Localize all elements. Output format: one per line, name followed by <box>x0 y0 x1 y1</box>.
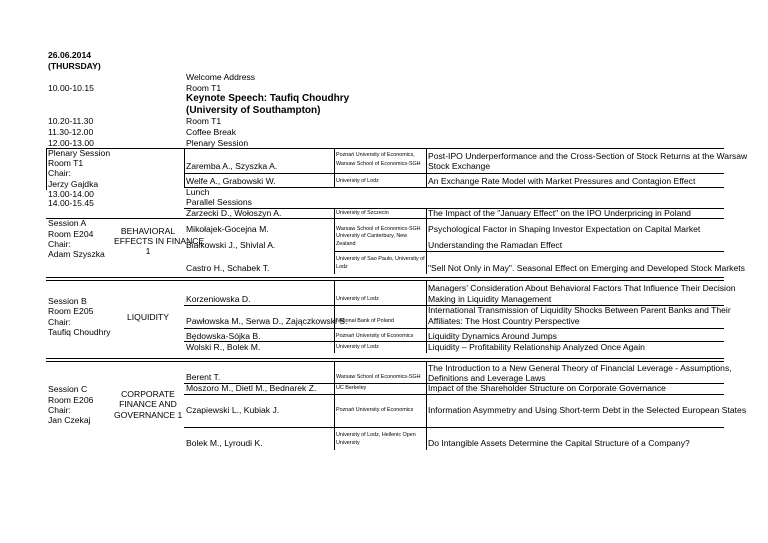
paper-authors: Bolek M., Lyroudi K. <box>186 438 263 448</box>
row-divider <box>46 148 724 149</box>
paper-affiliation: University of Szczecin <box>336 210 389 216</box>
paper-affiliation: UC Berkeley <box>336 385 367 391</box>
column-divider <box>426 361 427 450</box>
row-divider <box>46 280 724 281</box>
paper-affiliation: Poznań University of Economics <box>336 333 414 339</box>
paper-affiliation: Zealand <box>336 241 356 247</box>
paper-authors: Zaremba A., Szyszka A. <box>186 161 278 171</box>
column-divider <box>426 148 427 187</box>
column-divider <box>426 280 427 353</box>
paper-authors: Zarzecki D., Wołoszyn A. <box>186 208 282 218</box>
column-divider <box>334 280 335 353</box>
paper-authors: Moszoro M., Dietl M., Bednarek Z. <box>186 383 317 393</box>
paper-title: Post-IPO Underperformance and the Cross-Section of Stock Returns at the Warsaw <box>428 151 748 161</box>
paper-authors: Będowska-Sójka B. <box>186 331 261 341</box>
column-divider <box>46 148 47 190</box>
paper-authors: Castro H., Schabek T. <box>186 263 270 273</box>
paper-authors: Korzeniowska D. <box>186 294 251 304</box>
time-lunch: 13.00-14.00 <box>48 189 94 199</box>
paper-affiliation: University of Canterbury, New <box>336 233 408 239</box>
column-divider <box>426 208 427 274</box>
paper-title: An Exchange Rate Model with Market Pressures and Contagion Effect <box>428 176 696 186</box>
session-c-chair-name: Jan Czekaj <box>48 415 91 425</box>
paper-affiliation: University of Lodz <box>336 344 379 350</box>
time-parallel: 14.00-15.45 <box>48 198 94 208</box>
paper-title: International Transmission of Liquidity Shocks Between Parent Banks and Their <box>428 305 731 315</box>
paper-affiliation: Poznań University of Economics <box>336 407 414 413</box>
time-welcome: 10.00-10.15 <box>48 83 94 93</box>
row-divider <box>184 394 724 395</box>
session-b-chair-name: Taufiq Choudhry <box>48 327 111 337</box>
session-a-room: Room E204 <box>48 229 94 239</box>
paper-title: Liquidity Dynamics Around Jumps <box>428 331 557 341</box>
paper-title: The Introduction to a New General Theory of Financial Leverage - Assumptions, <box>428 363 732 373</box>
session-c-topic: CORPORATE <box>121 389 175 399</box>
plenary-session-label: Plenary Session <box>48 148 111 158</box>
paper-affiliation: Lodz <box>336 264 348 270</box>
session-c-room: Room E206 <box>48 395 94 405</box>
plenary-chair-label: Chair: <box>48 168 71 178</box>
keynote-affiliation: (University of Southampton) <box>186 105 321 116</box>
paper-affiliation: University of Lodz <box>336 178 379 184</box>
row-divider <box>184 187 724 188</box>
welcome-address: Welcome Address <box>186 72 256 82</box>
time-keynote: 10.20-11.30 <box>48 116 94 126</box>
session-a-topic: 1 <box>145 246 151 256</box>
row-divider <box>334 251 724 252</box>
column-divider <box>334 361 335 450</box>
column-divider <box>184 148 185 187</box>
column-divider <box>334 208 335 274</box>
session-b-label: Session B <box>48 296 87 306</box>
row-divider <box>184 328 724 329</box>
row-divider <box>184 173 724 174</box>
paper-title: Psychological Factor in Shaping Investor Expectation on Capital Market <box>428 224 701 234</box>
session-b-chair-label: Chair: <box>48 317 71 327</box>
date-heading: 26.06.2014 <box>48 50 92 60</box>
paper-title: Affiliates: The Host Country Perspective <box>428 316 580 326</box>
plenary-room: Room T1 <box>48 158 84 168</box>
keynote-room: Room T1 <box>186 116 222 126</box>
time-coffee: 11.30-12.00 <box>48 127 94 137</box>
row-divider <box>46 277 724 278</box>
column-divider <box>334 148 335 187</box>
paper-title: Impact of the Shareholder Structure on Corporate Governance <box>428 383 666 393</box>
paper-title: The Impact of the "January Effect" on the IPO Underpricing in Poland <box>428 208 691 218</box>
paper-affiliation: National Bank of Poland <box>336 318 394 324</box>
session-b-topic: LIQUIDITY <box>126 312 170 322</box>
session-c-topic: GOVERNANCE 1 <box>114 410 183 420</box>
paper-title: "Sell Not Only in May". Seasonal Effect on Emerging and Developed Stock Markets <box>428 263 745 273</box>
welcome-room: Room T1 <box>186 83 222 93</box>
row-divider <box>46 218 724 219</box>
session-a-chair-name: Adam Szyszka <box>48 249 105 259</box>
session-a-label: Session A <box>48 218 87 228</box>
paper-title: Do Intangible Assets Determine the Capital Structure of a Company? <box>428 438 690 448</box>
paper-authors: Berent T. <box>186 372 221 382</box>
paper-authors: Pawłowska M., Serwa D., Zajączkowski S. <box>186 316 348 326</box>
coffee-break: Coffee Break <box>186 127 237 137</box>
day-heading: (THURSDAY) <box>48 61 101 71</box>
paper-title: Managers' Consideration About Behavioral Factors That Influence Their Decision <box>428 283 736 293</box>
paper-affiliation: University of Lodz <box>336 296 379 302</box>
session-a-chair-label: Chair: <box>48 239 71 249</box>
row-divider <box>184 427 724 428</box>
paper-affiliation: Warsaw School of Economics-SGH <box>336 226 421 232</box>
session-c-topic: FINANCE AND <box>119 399 177 409</box>
paper-title: Understanding the Ramadan Effect <box>428 240 563 250</box>
paper-authors: Welfe A., Grabowski W. <box>186 176 276 186</box>
parallel-sessions-label: Parallel Sessions <box>186 197 252 207</box>
paper-authors: Białkowski J., Shivlal A. <box>186 240 276 250</box>
paper-title: Liquidity – Profitability Relationship Analyzed Once Again <box>428 342 645 352</box>
session-b-room: Room E205 <box>48 306 94 316</box>
paper-authors: Wolski R., Bolek M. <box>186 342 261 352</box>
row-divider <box>46 361 724 362</box>
time-plenary: 12.00-13.00 <box>48 138 94 148</box>
session-c-label: Session C <box>48 384 88 394</box>
session-a-topic: EFFECTS IN FINANCE <box>114 236 205 246</box>
paper-title: Definitions and Leverage Laws <box>428 373 546 383</box>
keynote-title: Keynote Speech: Taufiq Choudhry <box>186 93 350 104</box>
paper-affiliation: University <box>336 440 360 446</box>
paper-authors: Mikołajek-Gocejna M. <box>186 224 269 234</box>
row-divider <box>46 358 724 359</box>
paper-title: Information Asymmetry and Using Short-term Debt in the Selected European States <box>428 405 747 415</box>
paper-affiliation: Warsaw School of Economics-SGH <box>336 161 421 167</box>
lunch-label: Lunch <box>186 187 210 197</box>
paper-title: Stock Exchange <box>428 161 491 171</box>
paper-affiliation: University of Sao Paulo, University of <box>336 256 425 262</box>
session-a-topic: BEHAVIORAL <box>120 226 176 236</box>
paper-affiliation: Warsaw School of Economics-SGH <box>336 374 421 380</box>
paper-affiliation: Poznań University of Economics, <box>336 152 415 158</box>
plenary-label: Plenary Session <box>186 138 249 148</box>
paper-title: Making in Liquidity Management <box>428 294 552 304</box>
session-c-chair-label: Chair: <box>48 405 71 415</box>
paper-affiliation: University of Lodz, Hellenic Open <box>336 432 416 438</box>
plenary-chair-name: Jerzy Gajdka <box>48 179 99 189</box>
paper-authors: Czapiewski L., Kubiak J. <box>186 405 280 415</box>
